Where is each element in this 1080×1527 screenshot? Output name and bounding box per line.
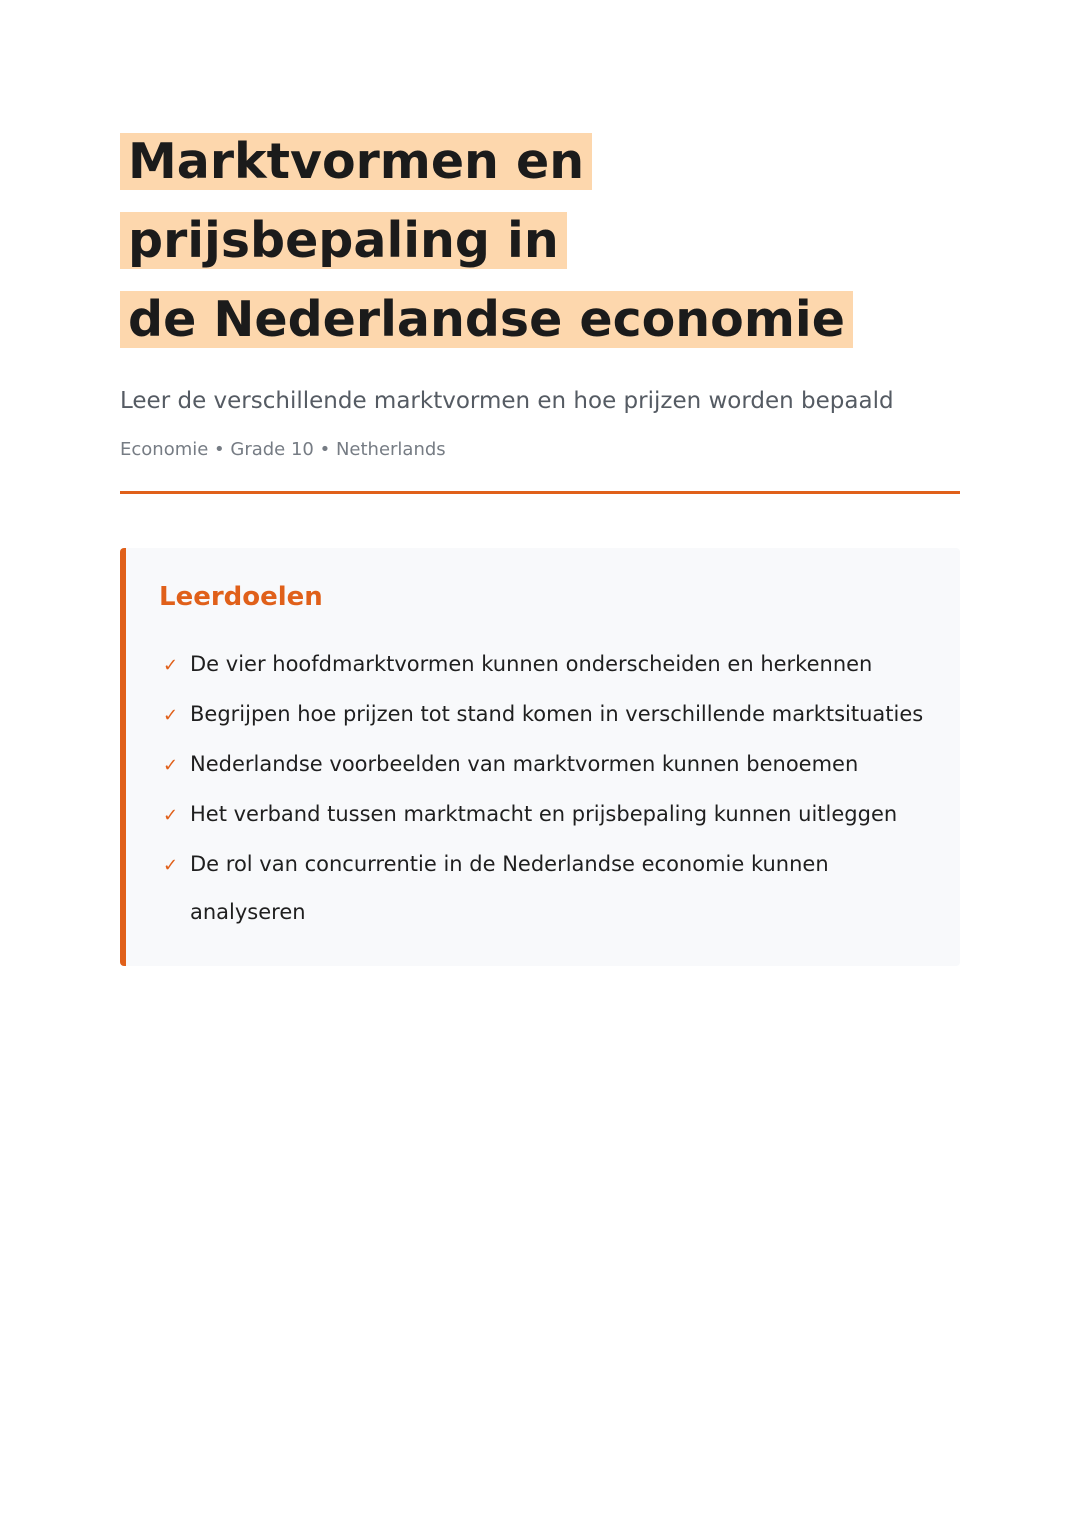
check-icon: ✓ xyxy=(163,655,179,676)
list-item-text: Het verband tussen marktmacht en prijsbepaling kunnen uitleggen xyxy=(190,802,898,826)
page-subtitle: Leer de verschillende marktvormen en hoe prijzen worden bepaald xyxy=(120,388,894,414)
list-item xyxy=(159,740,930,790)
page-title-line-1: Marktvormen en prijsbepaling in xyxy=(120,133,592,269)
list-item xyxy=(159,690,930,740)
learning-goals-box xyxy=(120,548,960,966)
check-icon: ✓ xyxy=(163,705,179,726)
list-item-text: De vier hoofdmarktvormen kunnen onderscheiden en herkennen xyxy=(190,652,873,676)
list-item xyxy=(159,840,930,936)
check-icon: ✓ xyxy=(163,855,179,876)
learning-goals-list xyxy=(159,640,930,936)
header-divider xyxy=(120,491,960,494)
check-icon: ✓ xyxy=(163,805,179,826)
check-icon: ✓ xyxy=(163,755,179,776)
learning-goals-title: Leerdoelen xyxy=(159,582,323,612)
list-item xyxy=(159,640,930,690)
document-page xyxy=(120,122,960,966)
page-title xyxy=(120,122,960,359)
page-title-line-2: de Nederlandse economie xyxy=(120,291,853,348)
list-item-text: Begrijpen hoe prijzen tot stand komen in verschillende marktsituaties xyxy=(190,702,924,726)
list-item-text: De rol van concurrentie in de Nederlandse economie kunnen analyseren xyxy=(190,852,829,924)
list-item-text: Nederlandse voorbeelden van marktvormen kunnen benoemen xyxy=(190,752,859,776)
list-item xyxy=(159,790,930,840)
page-meta: Economie • Grade 10 • Netherlands xyxy=(120,439,446,460)
